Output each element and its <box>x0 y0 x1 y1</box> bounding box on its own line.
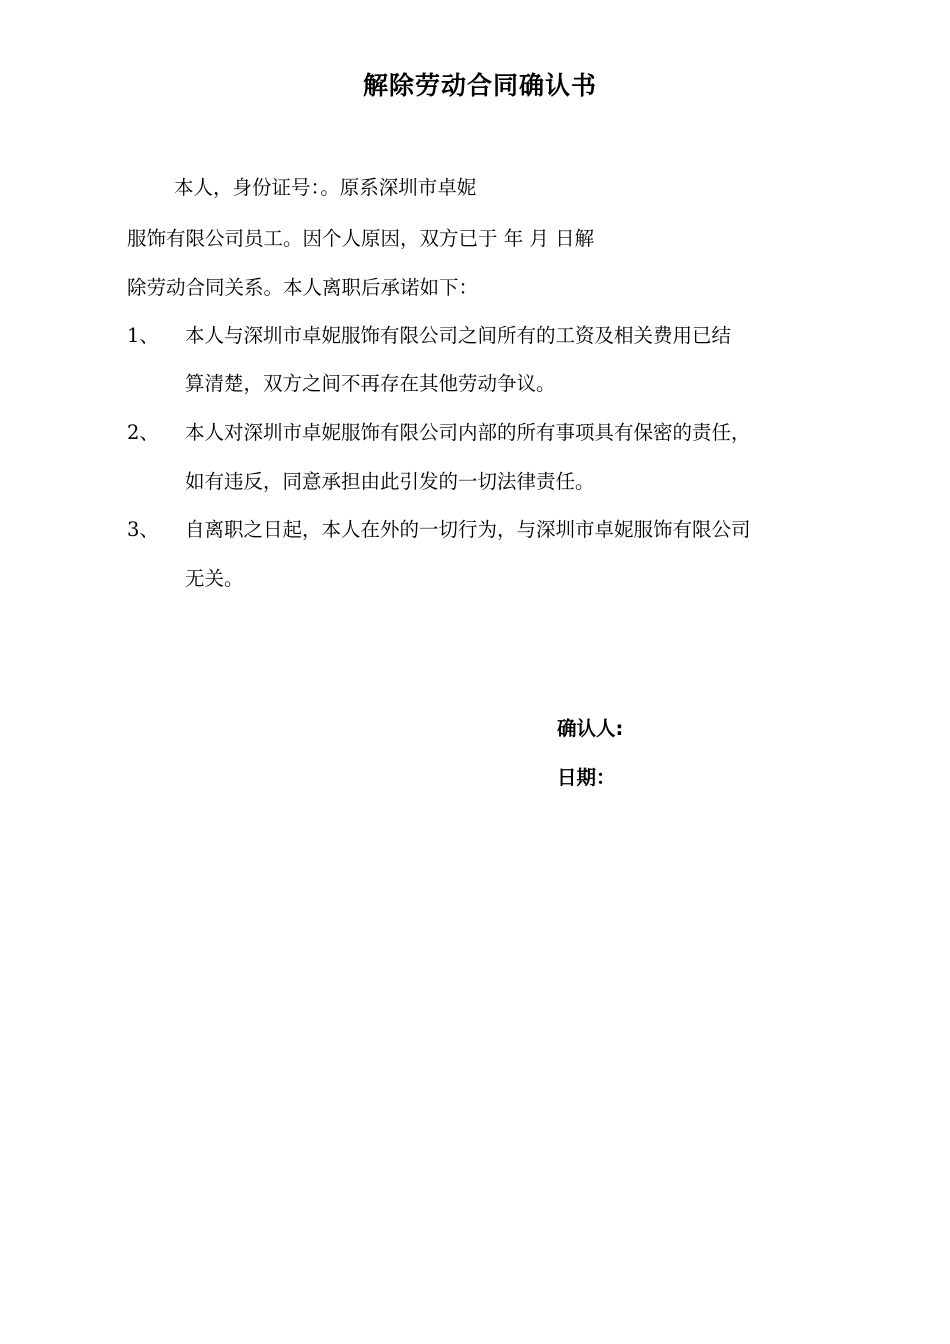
item-2-number: 2、 <box>127 421 159 444</box>
item-2-line-2: 如有违反，同意承担由此引发的一切法律责任。 <box>185 470 595 493</box>
item-1-line-1: 本人与深圳市卓妮服饰有限公司之间所有的工资及相关费用已结 <box>185 324 732 347</box>
item-3-line-1: 自离职之日起，本人在外的一切行为，与深圳市卓妮服饰有限公司 <box>185 518 751 541</box>
date-label: 日期： <box>557 766 616 789</box>
item-1-line-2: 算清楚，双方之间不再存在其他劳动争议。 <box>185 372 556 395</box>
intro-line-3: 除劳动合同关系。本人离职后承诺如下： <box>127 276 479 299</box>
intro-line-1: 本人，身份证号：。原系深圳市卓妮 <box>174 176 477 199</box>
item-1-number: 1、 <box>127 324 159 347</box>
document-title: 解除劳动合同确认书 <box>362 71 597 100</box>
confirmer-label: 确认人: <box>557 717 624 740</box>
intro-line-2: 服饰有限公司员工。因个人原因，双方已于 年 月 日解 <box>127 227 595 250</box>
item-3-line-2: 无关。 <box>185 567 244 590</box>
item-2-line-1: 本人对深圳市卓妮服饰有限公司内部的所有事项具有保密的责任， <box>185 421 751 444</box>
item-3-number: 3、 <box>127 518 159 541</box>
